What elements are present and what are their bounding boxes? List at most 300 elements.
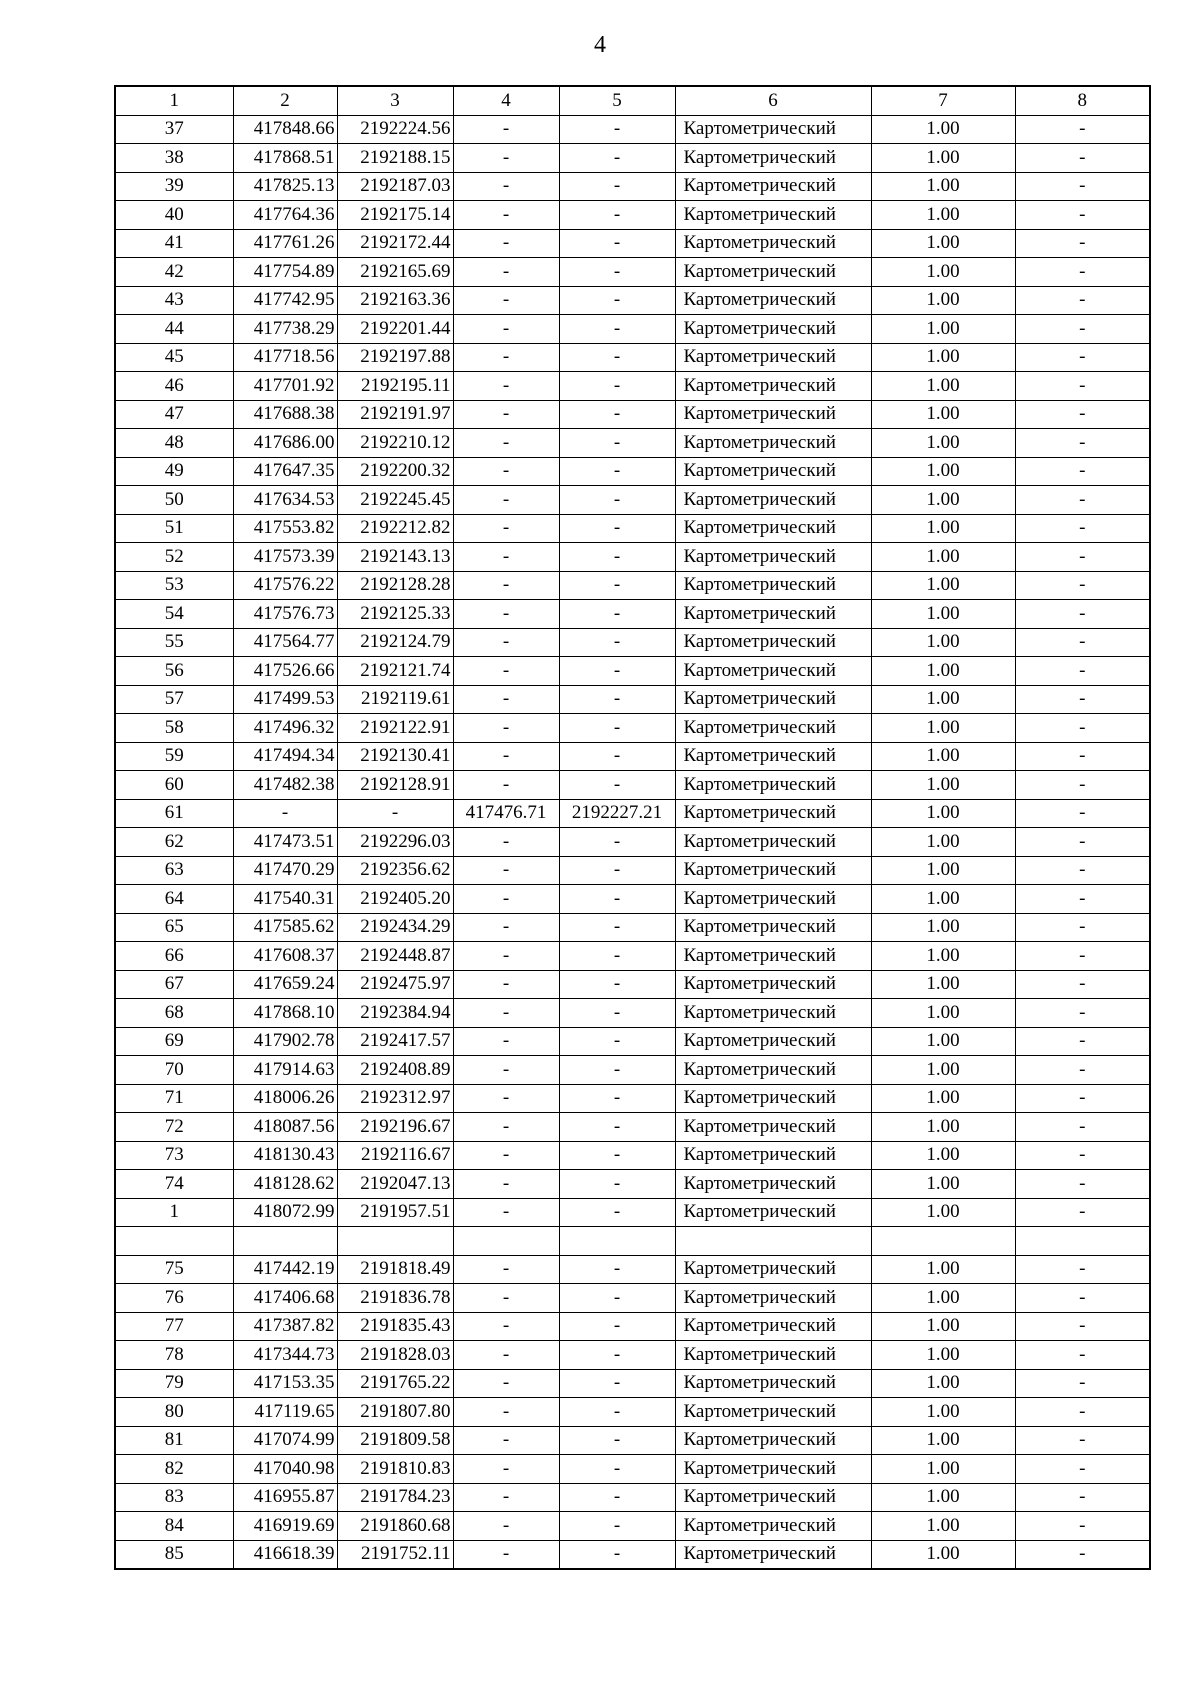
x-coordinate-cell: 417564.77 [233, 628, 337, 657]
method-cell: Картометрический [675, 742, 871, 771]
table-row [115, 714, 1150, 743]
x-coordinate-cell: 417576.22 [233, 571, 337, 600]
accuracy-cell: 1.00 [871, 543, 1015, 572]
new-y-cell: - [559, 913, 675, 942]
new-x-cell: - [453, 742, 559, 771]
new-x-cell: - [453, 1056, 559, 1085]
note-cell: - [1015, 315, 1150, 344]
point-number-cell: 85 [115, 1540, 233, 1569]
x-coordinate-cell: 417040.98 [233, 1455, 337, 1484]
new-x-cell: - [453, 1341, 559, 1370]
method-cell: Картометрический [675, 1426, 871, 1455]
new-y-cell: - [559, 1455, 675, 1484]
new-x-cell: - [453, 1512, 559, 1541]
x-coordinate-cell: 417553.82 [233, 514, 337, 543]
y-coordinate-cell: 2192448.87 [337, 942, 453, 971]
note-cell: - [1015, 628, 1150, 657]
point-number-cell: 66 [115, 942, 233, 971]
new-x-cell: - [453, 201, 559, 230]
point-number-cell: 80 [115, 1398, 233, 1427]
method-cell: Картометрический [675, 343, 871, 372]
method-cell: Картометрический [675, 571, 871, 600]
x-coordinate-cell: 416955.87 [233, 1483, 337, 1512]
new-y-cell: - [559, 229, 675, 258]
new-x-cell: - [453, 714, 559, 743]
x-coordinate-cell: 417573.39 [233, 543, 337, 572]
new-y-cell: - [559, 115, 675, 144]
note-cell: - [1015, 457, 1150, 486]
accuracy-cell: 1.00 [871, 1113, 1015, 1142]
method-cell: Картометрический [675, 457, 871, 486]
x-coordinate-cell: 417848.66 [233, 115, 337, 144]
table-row [115, 571, 1150, 600]
note-cell: - [1015, 1483, 1150, 1512]
table-row [115, 1198, 1150, 1227]
point-number-cell: 54 [115, 600, 233, 629]
y-coordinate-cell: 2192408.89 [337, 1056, 453, 1085]
new-y-cell: - [559, 1341, 675, 1370]
x-coordinate-cell: 417718.56 [233, 343, 337, 372]
accuracy-cell: 1.00 [871, 315, 1015, 344]
new-y-cell: - [559, 657, 675, 686]
point-number-cell: 41 [115, 229, 233, 258]
point-number-cell: 75 [115, 1255, 233, 1284]
new-y-cell: - [559, 856, 675, 885]
x-coordinate-cell: 417074.99 [233, 1426, 337, 1455]
new-y-cell: - [559, 1198, 675, 1227]
table-row [115, 828, 1150, 857]
method-cell: Картометрический [675, 970, 871, 999]
new-x-cell: - [453, 1084, 559, 1113]
point-number-cell: 76 [115, 1284, 233, 1313]
method-cell: Картометрический [675, 799, 871, 828]
note-cell: - [1015, 970, 1150, 999]
method-cell: Картометрический [675, 714, 871, 743]
note-cell: - [1015, 742, 1150, 771]
method-cell: Картометрический [675, 1198, 871, 1227]
new-x-cell: - [453, 1483, 559, 1512]
new-x-cell: - [453, 1455, 559, 1484]
table-row [115, 1341, 1150, 1370]
point-number-cell: 63 [115, 856, 233, 885]
x-coordinate-cell: 417647.35 [233, 457, 337, 486]
method-cell: Картометрический [675, 372, 871, 401]
point-number-cell: 70 [115, 1056, 233, 1085]
new-y-cell: - [559, 885, 675, 914]
table-row [115, 771, 1150, 800]
note-cell: - [1015, 600, 1150, 629]
point-number-cell: 55 [115, 628, 233, 657]
y-coordinate-cell: 2192130.41 [337, 742, 453, 771]
x-coordinate-cell: 418006.26 [233, 1084, 337, 1113]
point-number-cell: 61 [115, 799, 233, 828]
new-x-cell: - [453, 172, 559, 201]
new-y-cell: - [559, 1540, 675, 1569]
x-coordinate-cell: 418087.56 [233, 1113, 337, 1142]
note-cell: - [1015, 1369, 1150, 1398]
note-cell: - [1015, 144, 1150, 173]
point-number-cell: 59 [115, 742, 233, 771]
y-coordinate-cell: 2192047.13 [337, 1170, 453, 1199]
table-row [115, 429, 1150, 458]
accuracy-cell: 1.00 [871, 1426, 1015, 1455]
new-x-cell: - [453, 970, 559, 999]
point-number-cell: 39 [115, 172, 233, 201]
page-number: 4 [594, 32, 606, 58]
note-cell: - [1015, 229, 1150, 258]
method-cell: Картометрический [675, 315, 871, 344]
point-number-cell: 83 [115, 1483, 233, 1512]
new-y-cell: - [559, 258, 675, 287]
accuracy-cell: 1.00 [871, 913, 1015, 942]
accuracy-cell: 1.00 [871, 1284, 1015, 1313]
accuracy-cell: 1.00 [871, 1141, 1015, 1170]
new-y-cell: - [559, 543, 675, 572]
accuracy-cell: 1.00 [871, 628, 1015, 657]
x-coordinate-cell: 417701.92 [233, 372, 337, 401]
new-x-cell: - [453, 571, 559, 600]
y-coordinate-cell: 2192196.67 [337, 1113, 453, 1142]
accuracy-cell: 1.00 [871, 400, 1015, 429]
accuracy-cell: 1.00 [871, 201, 1015, 230]
new-y-cell: - [559, 1141, 675, 1170]
note-cell: - [1015, 1426, 1150, 1455]
note-cell: - [1015, 201, 1150, 230]
method-cell: Картометрический [675, 1455, 871, 1484]
new-y-cell: - [559, 999, 675, 1028]
point-number-cell: 79 [115, 1369, 233, 1398]
y-coordinate-cell: 2191807.80 [337, 1398, 453, 1427]
accuracy-cell: 1.00 [871, 514, 1015, 543]
note-cell: - [1015, 856, 1150, 885]
new-x-cell: - [453, 771, 559, 800]
accuracy-cell: 1.00 [871, 1312, 1015, 1341]
x-coordinate-cell: 417659.24 [233, 970, 337, 999]
new-x-cell: - [453, 913, 559, 942]
new-y-cell: - [559, 1483, 675, 1512]
accuracy-cell: 1.00 [871, 970, 1015, 999]
new-y-cell: - [559, 571, 675, 600]
point-number-cell: 1 [115, 1198, 233, 1227]
x-coordinate-cell: 418130.43 [233, 1141, 337, 1170]
x-coordinate-cell: 417576.73 [233, 600, 337, 629]
y-coordinate-cell: 2191836.78 [337, 1284, 453, 1313]
accuracy-cell: 1.00 [871, 429, 1015, 458]
column-header: 8 [1015, 86, 1150, 115]
table-row [115, 1141, 1150, 1170]
table-row [115, 1398, 1150, 1427]
new-x-cell: - [453, 1198, 559, 1227]
point-number-cell: 47 [115, 400, 233, 429]
new-x-cell: - [453, 229, 559, 258]
method-cell: Картометрический [675, 999, 871, 1028]
note-cell: - [1015, 1284, 1150, 1313]
x-coordinate-cell: 417470.29 [233, 856, 337, 885]
new-x-cell: - [453, 457, 559, 486]
new-y-cell: - [559, 1084, 675, 1113]
accuracy-cell: 1.00 [871, 1198, 1015, 1227]
y-coordinate-cell: 2191828.03 [337, 1341, 453, 1370]
new-x-cell: - [453, 856, 559, 885]
x-coordinate-cell: 417634.53 [233, 486, 337, 515]
method-cell: Картометрический [675, 144, 871, 173]
x-coordinate-cell: 417473.51 [233, 828, 337, 857]
y-coordinate-cell: 2192172.44 [337, 229, 453, 258]
note-cell: - [1015, 1084, 1150, 1113]
note-cell: - [1015, 172, 1150, 201]
accuracy-cell: 1.00 [871, 1540, 1015, 1569]
new-x-cell: - [453, 1027, 559, 1056]
x-coordinate-cell: 417387.82 [233, 1312, 337, 1341]
x-coordinate-cell: 417902.78 [233, 1027, 337, 1056]
method-cell: Картометрический [675, 286, 871, 315]
method-cell: Картометрический [675, 1255, 871, 1284]
y-coordinate-cell: 2192201.44 [337, 315, 453, 344]
point-number-cell: 67 [115, 970, 233, 999]
accuracy-cell: 1.00 [871, 856, 1015, 885]
accuracy-cell: 1.00 [871, 1170, 1015, 1199]
y-coordinate-cell: 2191810.83 [337, 1455, 453, 1484]
accuracy-cell: 1.00 [871, 999, 1015, 1028]
new-y-cell: - [559, 1056, 675, 1085]
column-header: 3 [337, 86, 453, 115]
table-row [115, 913, 1150, 942]
table-row [115, 799, 1150, 828]
table-row [115, 1027, 1150, 1056]
new-x-cell: - [453, 1170, 559, 1199]
accuracy-cell: 1.00 [871, 600, 1015, 629]
table-row [115, 1227, 1150, 1256]
x-coordinate-cell: 417526.66 [233, 657, 337, 686]
new-x-cell: - [453, 1369, 559, 1398]
note-cell: - [1015, 1027, 1150, 1056]
x-coordinate-cell: 417738.29 [233, 315, 337, 344]
new-x-cell: - [453, 600, 559, 629]
note-cell: - [1015, 1170, 1150, 1199]
new-x-cell: - [453, 315, 559, 344]
table-row [115, 1483, 1150, 1512]
y-coordinate-cell: 2191860.68 [337, 1512, 453, 1541]
accuracy-cell: 1.00 [871, 1369, 1015, 1398]
method-cell: Картометрический [675, 942, 871, 971]
note-cell: - [1015, 1255, 1150, 1284]
accuracy-cell: 1.00 [871, 1512, 1015, 1541]
y-coordinate-cell: 2192405.20 [337, 885, 453, 914]
accuracy-cell: 1.00 [871, 799, 1015, 828]
table-row [115, 742, 1150, 771]
new-y-cell: - [559, 714, 675, 743]
accuracy-cell: 1.00 [871, 742, 1015, 771]
method-cell: Картометрический [675, 1369, 871, 1398]
y-coordinate-cell: 2191818.49 [337, 1255, 453, 1284]
accuracy-cell: 1.00 [871, 714, 1015, 743]
note-cell: - [1015, 1113, 1150, 1142]
new-x-cell: - [453, 400, 559, 429]
column-header: 2 [233, 86, 337, 115]
column-header: 6 [675, 86, 871, 115]
y-coordinate-cell: 2192119.61 [337, 685, 453, 714]
x-coordinate-cell: 417742.95 [233, 286, 337, 315]
x-coordinate-cell: 417914.63 [233, 1056, 337, 1085]
accuracy-cell: 1.00 [871, 486, 1015, 515]
table-row [115, 628, 1150, 657]
table-row [115, 885, 1150, 914]
point-number-cell: 62 [115, 828, 233, 857]
point-number-cell [115, 1227, 233, 1256]
note-cell: - [1015, 1398, 1150, 1427]
new-x-cell: 417476.71 [453, 799, 559, 828]
note-cell: - [1015, 258, 1150, 287]
x-coordinate-cell: 417119.65 [233, 1398, 337, 1427]
table-row [115, 343, 1150, 372]
point-number-cell: 58 [115, 714, 233, 743]
y-coordinate-cell: 2192165.69 [337, 258, 453, 287]
note-cell: - [1015, 942, 1150, 971]
new-y-cell: - [559, 372, 675, 401]
point-number-cell: 69 [115, 1027, 233, 1056]
y-coordinate-cell: 2192122.91 [337, 714, 453, 743]
y-coordinate-cell: 2191835.43 [337, 1312, 453, 1341]
new-x-cell: - [453, 343, 559, 372]
note-cell: - [1015, 771, 1150, 800]
note-cell: - [1015, 657, 1150, 686]
new-y-cell: - [559, 400, 675, 429]
point-number-cell: 37 [115, 115, 233, 144]
new-x-cell: - [453, 1255, 559, 1284]
point-number-cell: 84 [115, 1512, 233, 1541]
y-coordinate-cell: 2192210.12 [337, 429, 453, 458]
new-y-cell: - [559, 685, 675, 714]
new-x-cell [453, 1227, 559, 1256]
accuracy-cell: 1.00 [871, 372, 1015, 401]
note-cell: - [1015, 1141, 1150, 1170]
accuracy-cell: 1.00 [871, 229, 1015, 258]
new-y-cell: - [559, 628, 675, 657]
accuracy-cell: 1.00 [871, 457, 1015, 486]
x-coordinate-cell: 417344.73 [233, 1341, 337, 1370]
method-cell: Картометрический [675, 1027, 871, 1056]
x-coordinate-cell: 418072.99 [233, 1198, 337, 1227]
column-header: 1 [115, 86, 233, 115]
accuracy-cell: 1.00 [871, 258, 1015, 287]
x-coordinate-cell: - [233, 799, 337, 828]
x-coordinate-cell: 417540.31 [233, 885, 337, 914]
note-cell: - [1015, 486, 1150, 515]
new-y-cell: - [559, 286, 675, 315]
accuracy-cell: 1.00 [871, 1483, 1015, 1512]
accuracy-cell: 1.00 [871, 1084, 1015, 1113]
method-cell: Картометрический [675, 1141, 871, 1170]
y-coordinate-cell: 2192175.14 [337, 201, 453, 230]
accuracy-cell: 1.00 [871, 885, 1015, 914]
table-row [115, 1255, 1150, 1284]
y-coordinate-cell: 2191957.51 [337, 1198, 453, 1227]
point-number-cell: 53 [115, 571, 233, 600]
table-row [115, 1113, 1150, 1142]
accuracy-cell: 1.00 [871, 942, 1015, 971]
coordinates-table [114, 85, 1151, 1570]
method-cell: Картометрический [675, 1284, 871, 1313]
point-number-cell: 51 [115, 514, 233, 543]
table-row [115, 1455, 1150, 1484]
point-number-cell: 82 [115, 1455, 233, 1484]
new-y-cell: - [559, 144, 675, 173]
point-number-cell: 56 [115, 657, 233, 686]
x-coordinate-cell: 417608.37 [233, 942, 337, 971]
point-number-cell: 42 [115, 258, 233, 287]
note-cell [1015, 1227, 1150, 1256]
note-cell: - [1015, 429, 1150, 458]
table-row [115, 457, 1150, 486]
table-row [115, 1056, 1150, 1085]
table-row [115, 286, 1150, 315]
accuracy-cell: 1.00 [871, 115, 1015, 144]
new-x-cell: - [453, 657, 559, 686]
point-number-cell: 68 [115, 999, 233, 1028]
y-coordinate-cell: 2192116.67 [337, 1141, 453, 1170]
x-coordinate-cell: 417688.38 [233, 400, 337, 429]
new-x-cell: - [453, 885, 559, 914]
new-y-cell: - [559, 1426, 675, 1455]
method-cell: Картометрический [675, 400, 871, 429]
new-x-cell: - [453, 1141, 559, 1170]
table-row [115, 315, 1150, 344]
method-cell: Картометрический [675, 1113, 871, 1142]
note-cell: - [1015, 1312, 1150, 1341]
y-coordinate-cell: 2192125.33 [337, 600, 453, 629]
table-row [115, 1512, 1150, 1541]
table-row [115, 1312, 1150, 1341]
y-coordinate-cell: 2192296.03 [337, 828, 453, 857]
accuracy-cell: 1.00 [871, 657, 1015, 686]
method-cell: Картометрический [675, 628, 871, 657]
y-coordinate-cell: 2191784.23 [337, 1483, 453, 1512]
note-cell: - [1015, 714, 1150, 743]
point-number-cell: 65 [115, 913, 233, 942]
method-cell: Картометрический [675, 1341, 871, 1370]
new-x-cell: - [453, 115, 559, 144]
note-cell: - [1015, 571, 1150, 600]
y-coordinate-cell: 2192121.74 [337, 657, 453, 686]
x-coordinate-cell: 417585.62 [233, 913, 337, 942]
point-number-cell: 64 [115, 885, 233, 914]
table-row [115, 942, 1150, 971]
accuracy-cell: 1.00 [871, 1027, 1015, 1056]
table-row [115, 1170, 1150, 1199]
new-y-cell: - [559, 970, 675, 999]
y-coordinate-cell: 2192128.91 [337, 771, 453, 800]
table-row [115, 1284, 1150, 1313]
accuracy-cell: 1.00 [871, 343, 1015, 372]
method-cell: Картометрический [675, 885, 871, 914]
y-coordinate-cell: 2192312.97 [337, 1084, 453, 1113]
y-coordinate-cell: 2192191.97 [337, 400, 453, 429]
y-coordinate-cell: 2191752.11 [337, 1540, 453, 1569]
note-cell: - [1015, 1512, 1150, 1541]
new-y-cell: - [559, 771, 675, 800]
new-y-cell: - [559, 1255, 675, 1284]
accuracy-cell: 1.00 [871, 571, 1015, 600]
note-cell: - [1015, 1341, 1150, 1370]
table-row [115, 543, 1150, 572]
x-coordinate-cell: 417754.89 [233, 258, 337, 287]
table-row [115, 172, 1150, 201]
note-cell: - [1015, 828, 1150, 857]
table-row [115, 144, 1150, 173]
note-cell: - [1015, 799, 1150, 828]
column-header: 5 [559, 86, 675, 115]
method-cell: Картометрический [675, 201, 871, 230]
